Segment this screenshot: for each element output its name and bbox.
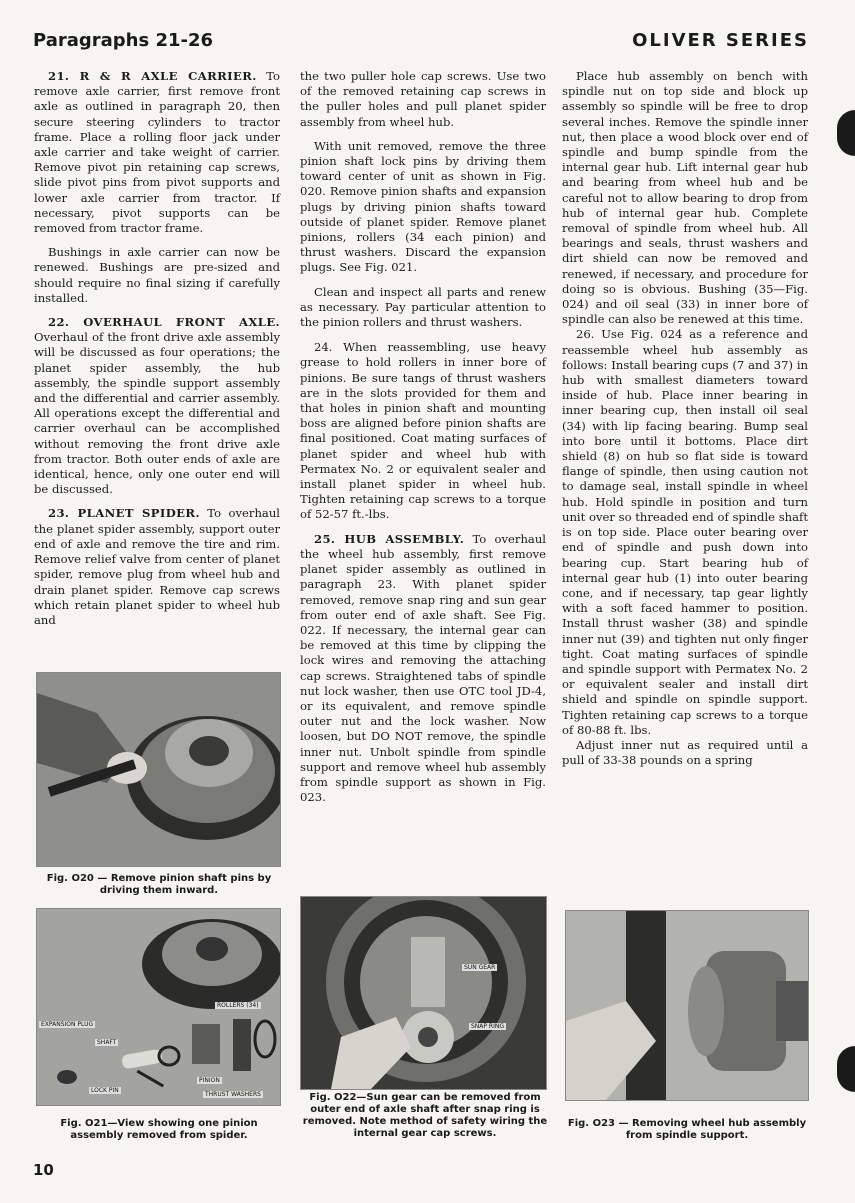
paragraph-23-continued: the two puller hole cap screws. Use two of the removed retaining cap screws in the puller holes and pull planet spider assembly from wheel hub. <box>300 69 546 129</box>
paragraph-22-body: Overhaul of the front drive axle assembly will be discussed as four operations; the planet spider assembly, the hub assembly, the spindle support assembly and the differential and carrier assembly. All operations except the differential and carrier overhaul can be accomplished without removing the front drive axle from tractor. Both outer ends of axle are identical, hence, only one outer end will be discussed. <box>34 330 280 497</box>
figure-023-illustration <box>566 911 808 1100</box>
paragraph-21-body: To remove axle carrier, first remove front axle as outlined in paragraph 20, then secure steering cylinders to tractor frame. Place a rolling floor jack under axle carrier and take weight of carrier. Remove pivot pin retaining cap screws, slide pivot pins from pivot supports and lower axle carrier from tractor. If necessary, pivot supports can be removed from tractor frame. <box>34 69 281 236</box>
running-header-right: OLIVER SERIES <box>632 30 809 51</box>
paragraph-21b: Bushings in axle carrier can now be renewed. Bushings are pre-sized and should require no final sizing if carefully installed. <box>34 245 280 305</box>
edge-index-tab-top <box>837 110 855 156</box>
figure-021-caption: Fig. O21—View showing one pinion assembly removed from spider. <box>60 1118 258 1141</box>
label-thrust-washers: THRUST WASHERS <box>205 1091 261 1098</box>
label-pinion: PINION <box>199 1077 220 1084</box>
heading-22: 22. OVERHAUL FRONT AXLE. <box>48 315 280 330</box>
label-expansion-plug: EXPANSION PLUG <box>41 1021 94 1028</box>
label-rollers: ROLLERS (34) <box>217 1002 259 1009</box>
page-number: 10 <box>33 1161 54 1179</box>
paragraph-25 <box>300 532 546 806</box>
heading-25: 25. HUB ASSEMBLY. <box>314 531 465 546</box>
figure-023-caption: Fig. O23 — Removing wheel hub assembly from spindle support. <box>567 1118 807 1141</box>
figure-022-photo <box>300 896 547 1090</box>
figure-021-photo <box>36 908 281 1106</box>
paragraph-26: 26. Use Fig. 024 as a reference and reassemble wheel hub assembly as follows: Install bearing cups (7 and 37) in hub with smallest diameters toward inside of hub. Place inner bearing in inner bearing cup, then install oil seal (34) with lip facing bearing. Bump seal into bore until it bottoms. Place dirt shield (8) on hub so flat side is toward flange of spindle, then using caution not to damage seal, install spindle in wheel hub. Hold spindle in position and turn unit over so threaded end of spindle shaft is on top side. Place outer bearing over end of spindle and push down into bearing cup. Start bearing hub of internal gear hub (1) into outer bearing cone, and if necessary, tap gear lightly with a soft faced hammer to position. Install thrust washer (38) and spindle inner nut (39) and tighten nut only finger tight. Coat mating surfaces of spindle and spindle support with Permatex No. 2 or equivalent sealer and install dirt shield and spindle on spindle support. Tighten retaining cap screws to a torque of 80-88 ft. lbs. <box>562 327 808 737</box>
label-shaft: SHAFT <box>97 1039 117 1046</box>
figure-023-photo <box>565 910 809 1101</box>
paragraph-23-body: To overhaul the planet spider assembly, support outer end of axle and remove the tire and rim. Remove relief valve from center of planet spider, remove plug from wheel hub and drain planet spider. Remove cap screws which retain planet spider to wheel hub and <box>34 506 280 627</box>
label-snap-ring: SNAP RING <box>471 1023 505 1030</box>
label-sun-gear: SUN GEAR <box>464 964 496 971</box>
paragraph-23c: Clean and inspect all parts and renew as necessary. Pay particular attention to the pinion rollers and thrust washers. <box>300 284 546 330</box>
figure-020-photo <box>36 672 281 867</box>
paragraph-21 <box>34 69 280 236</box>
edge-index-tab-bottom <box>837 1046 855 1092</box>
figure-022-illustration <box>301 897 546 1089</box>
text-column-3 <box>562 69 808 777</box>
heading-23: 23. PLANET SPIDER. <box>48 506 200 521</box>
text-column-2 <box>300 69 546 814</box>
paragraph-23 <box>34 506 280 628</box>
figure-020-caption: Fig. O20 — Remove pinion shaft pins by driving them inward. <box>46 873 272 896</box>
paragraph-25b: Place hub assembly on bench with spindle nut on top side and block up assembly so spindle will be free to drop several inches. Remove the spindle inner nut, then place a wood block over end of spindle and bump spindle from the internal gear hub. Lift internal gear hub and bearing from wheel hub and be careful not to allow bearing to drop from hub of internal gear hub. Complete removal of spindle from wheel hub. All bearings and seals, thrust washers and dirt shield can now be removed and renewed, if necessary, and procedure for doing so is obvious. Bushing (35—Fig. 024) and oil seal (33) in inner bore of spindle can also be renewed at this time. <box>562 69 808 327</box>
paragraph-26b: Adjust inner nut as required until a pull of 33-38 pounds on a spring <box>562 737 808 768</box>
paragraph-23b: With unit removed, remove the three pinion shaft lock pins by driving them toward center of unit as shown in Fig. 020. Remove pinion shafts and expansion plugs by driving pinion shafts toward outside of planet spider. Remove planet pinions, rollers (34 each pinion) and thrust washers. Discard the expansion plugs. See Fig. 021. <box>300 138 546 275</box>
paragraph-22 <box>34 315 280 497</box>
running-header-left: Paragraphs 21-26 <box>33 30 214 51</box>
figure-020-illustration <box>37 673 280 866</box>
heading-21: 21. R & R AXLE CARRIER. <box>48 69 257 83</box>
figure-022-caption: Fig. O22—Sun gear can be removed from outer end of axle shaft after snap ring is removed. Note method of safety wiring the internal gear cap screws. <box>302 1092 548 1139</box>
label-lock-pin: LOCK PIN <box>91 1087 119 1094</box>
paragraph-25-body: To overhaul the wheel hub assembly, first remove planet spider assembly as outlined in paragraph 23. With planet spider removed, remove snap ring and sun gear from outer end of axle shaft. See Fig. 022. If necessary, the internal gear can be removed at this time by clipping the lock wires and removing the attaching cap screws. Straightened tabs of spindle nut lock washer, then use OTC tool JD-4, or its equivalent, and remove spindle outer nut and the lock washer. Now loosen, but DO NOT remove, the spindle inner nut. Unbolt spindle from spindle support and remove wheel hub assembly from spindle support as shown in Fig. 023. <box>300 531 546 805</box>
paragraph-24: 24. When reassembling, use heavy grease to hold rollers in inner bore of pinions. Be sure tangs of thrust washers are in the slots provided for them and that holes in pinion shaft and mounting boss are aligned before pinion shafts are final positioned. Coat mating surfaces of planet spider and wheel hub with Permatex No. 2 or equivalent sealer and install planet spider in wheel hub. Tighten retaining cap screws to a torque of 52-57 ft.-lbs. <box>300 340 546 522</box>
text-column-1 <box>34 69 280 637</box>
